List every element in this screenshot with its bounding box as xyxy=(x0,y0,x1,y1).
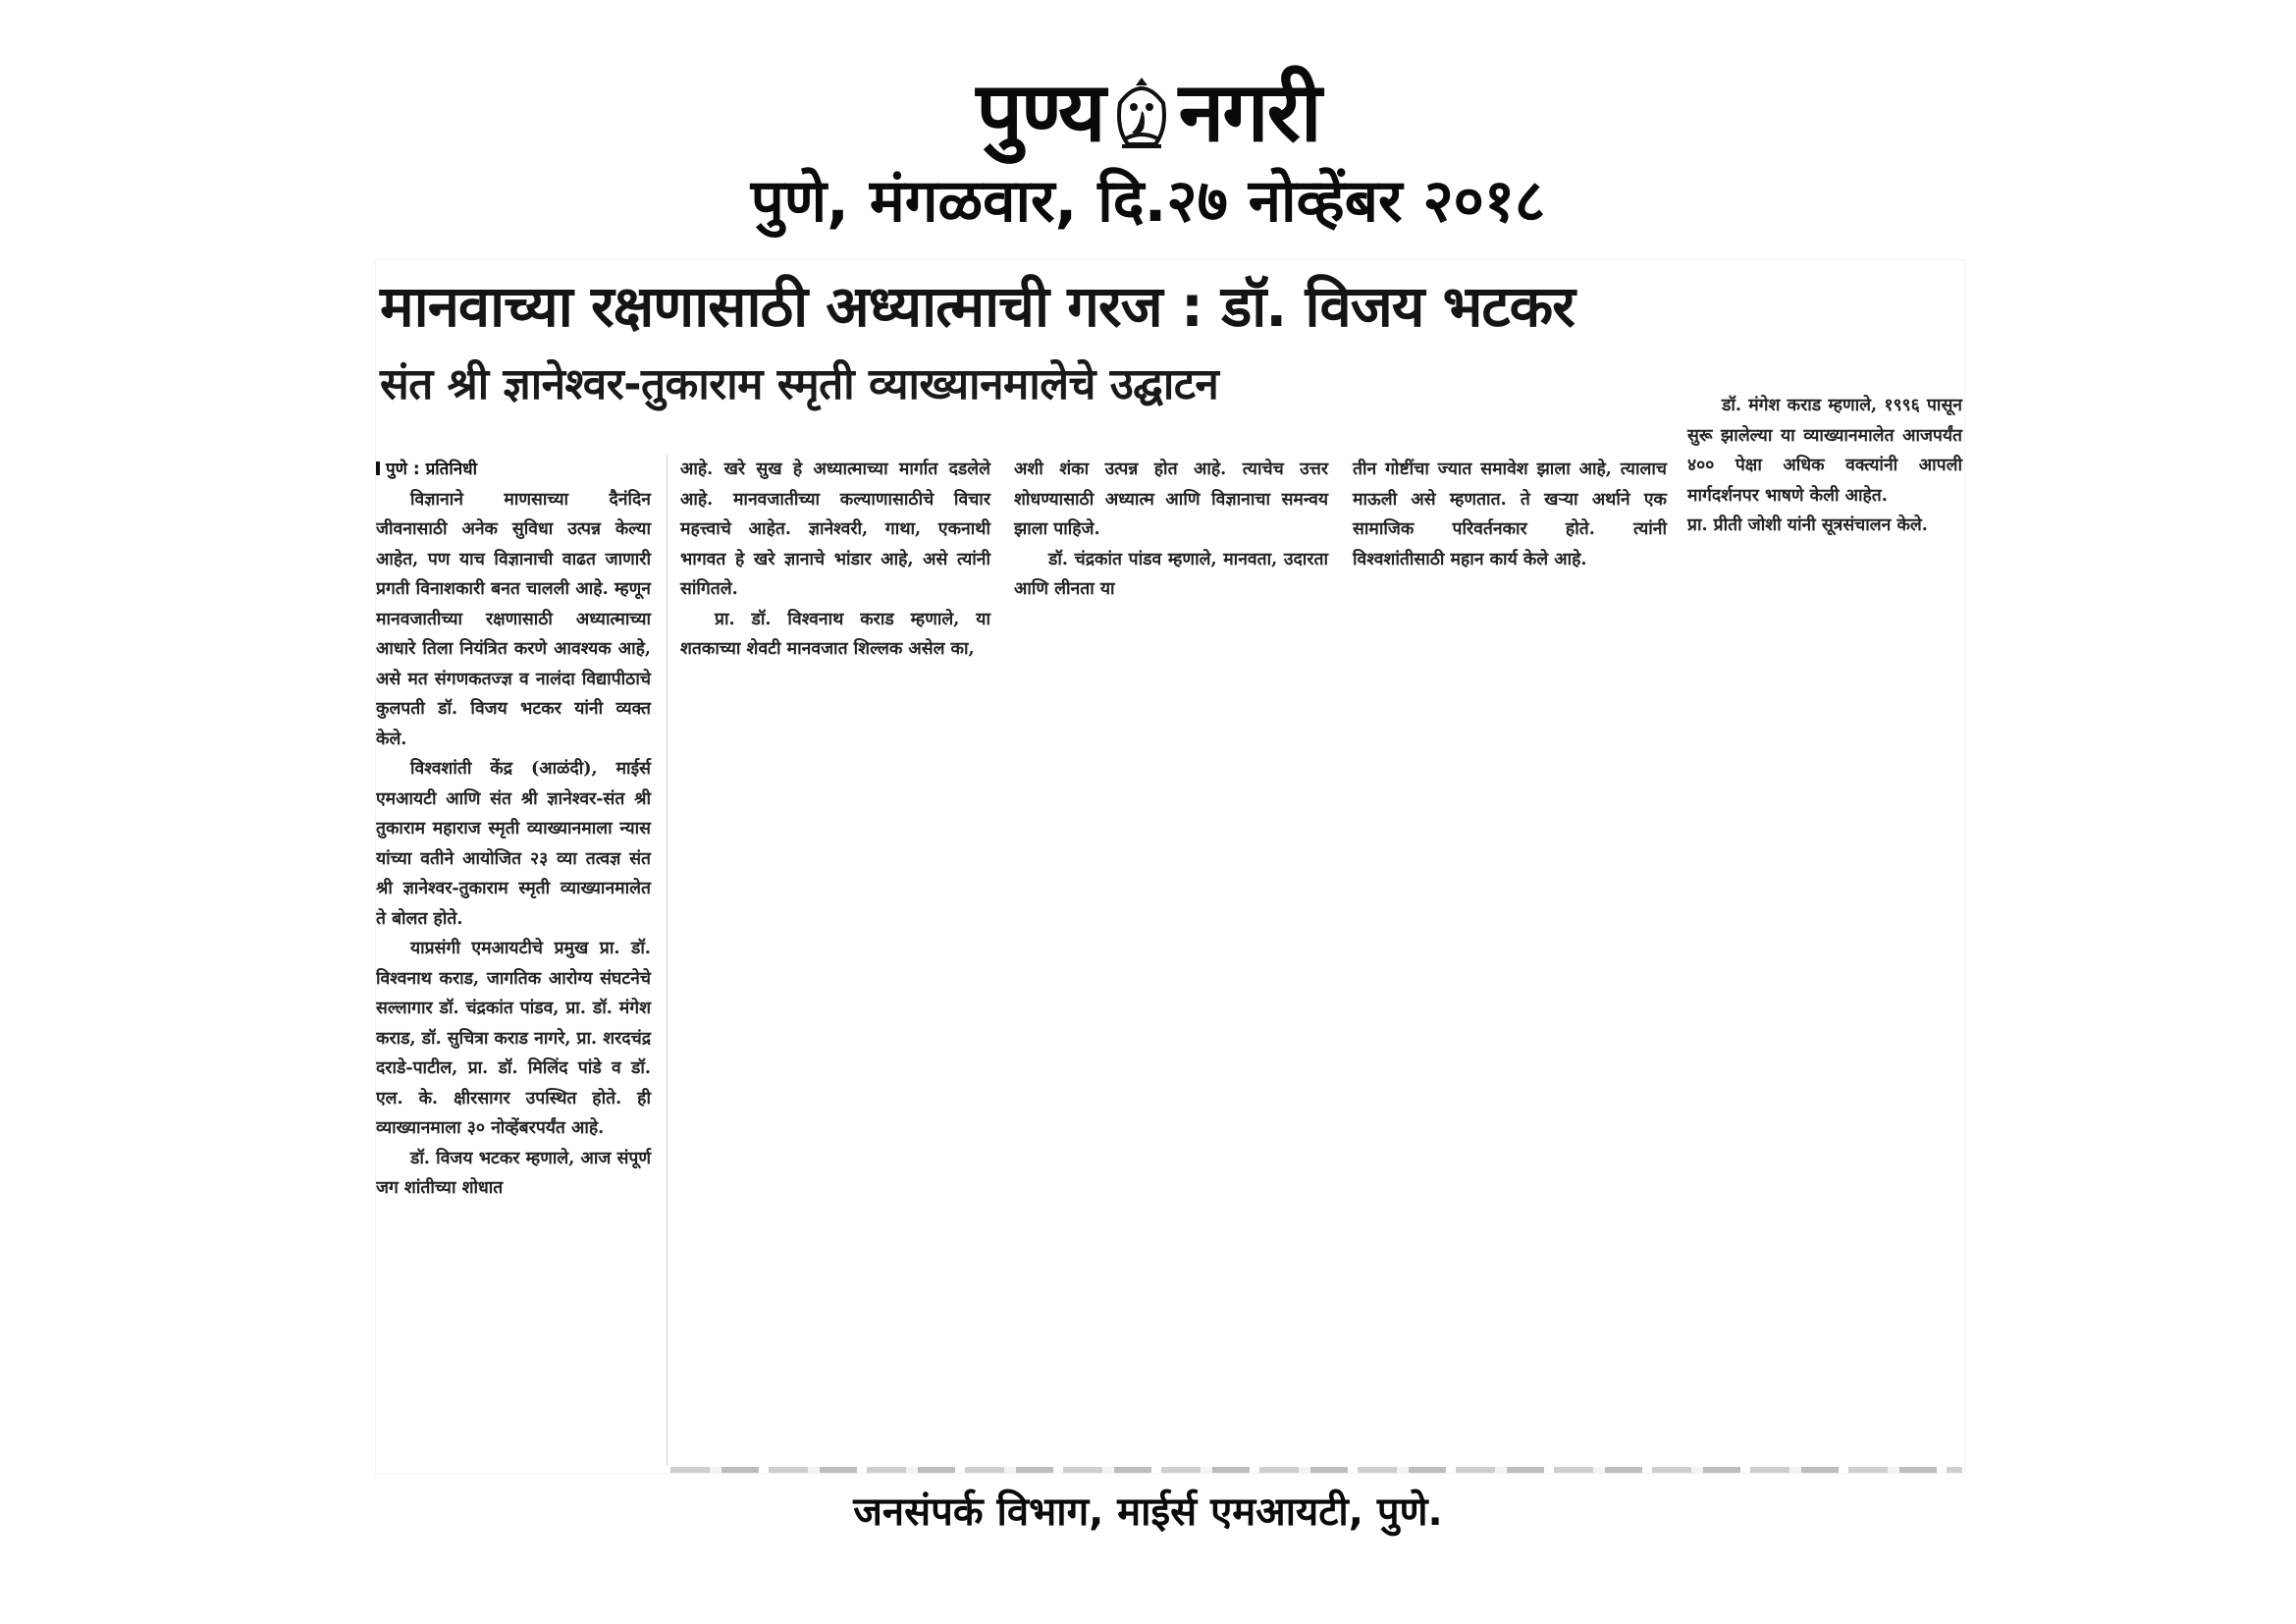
article-column-3 xyxy=(1014,455,1328,605)
newspaper-logo xyxy=(976,64,1320,160)
article-column-4 xyxy=(1353,455,1667,574)
column-1-paragraph-2: विश्वशांती केंद्र (आळंदी), माईर्स एमआयटी आणि संत श्री ज्ञानेश्वर-संत श्री तुकाराम महाराज स्मृती व्याख्यानमाला न्यास यांच्या वतीने आयोजित २३ व्या तत्वज्ञ संत श्री ज्ञानेश्वर-तुकाराम स्मृती व्याख्यानमालेत ते बोलत होते. xyxy=(376,759,651,929)
article-headline: मानवाच्या रक्षणासाठी अध्यात्माची गरज : डॉ. विजय भटकर xyxy=(380,273,1575,340)
article-byline: पुणे : प्रतिनिधी xyxy=(376,455,651,485)
article-column-5 xyxy=(1687,391,1962,541)
column-1-paragraph-1: विज्ञानाने माणसाच्या दैनंदिन जीवनासाठी अनेक सुविधा उत्पन्न केल्या आहेत, पण याच विज्ञानाची वाढत जाणारी प्रगती विनाशकारी बनत चालली आहे. म्हणून मानवजातीच्या रक्षणासाठी अध्यात्माच्या आधारे तिला नियंत्रित करणे आवश्यक आहे, असे मत संगणकतज्ज्ञ व नालंदा विद्यापीठाचे कुलपती डॉ. विजय भटकर यांनी व्यक्त केले. xyxy=(376,489,651,749)
logo-text-right: नगरी xyxy=(1178,64,1320,160)
footer-credit: जनसंपर्क विभाग, माईर्स एमआयटी, पुणे. xyxy=(853,1489,1443,1535)
column-4-paragraph-1: तीन गोष्टींचा ज्यात समावेश झाला आहे, त्यालाच माऊली असे म्हणतात. ते खऱ्या अर्थाने एक सामाजिक परिवर्तनकार होते. त्यांनी विश्वशांतीसाठी महान कार्य केले आहे. xyxy=(1353,460,1667,569)
column-5-paragraph-2: प्रा. प्रीती जोशी यांनी सूत्रसंचालन केले. xyxy=(1687,515,1928,535)
column-5-paragraph-1: डॉ. मंगेश कराड म्हणाले, १९९६ पासून सुरू झालेल्या या व्याख्यानमालेत आजपर्यंत ४०० पेक्षा अधिक वक्त्यांनी आपली मार्गदर्शनपर भाषणे केली आहेत. xyxy=(1687,396,1962,506)
dateline: पुणे, मंगळवार, दि.२७ नोव्हेंबर २०१८ xyxy=(750,167,1546,236)
column-3-paragraph-2: डॉ. चंद्रकांत पांडव म्हणाले, मानवता, उदारता आणि लीनता या xyxy=(1014,549,1328,599)
ganesha-emblem-icon xyxy=(1110,74,1173,150)
article-column-1 xyxy=(376,455,651,1204)
column-1-paragraph-4: डॉ. विजय भटकर म्हणाले, आज संपूर्ण जग शांतीच्या शोधात xyxy=(376,1148,651,1198)
article-subheadline: संत श्री ज्ञानेश्वर-तुकाराम स्मृती व्याख्यानमालेचे उद्घाटन xyxy=(380,359,1219,409)
clipping-edge xyxy=(670,1467,1962,1473)
column-2-paragraph-1: आहे. खरे सुख हे अध्यात्माच्या मार्गात दडलेले आहे. मानवजातीच्या कल्याणासाठीचे विचार महत्त्वाचे आहेत. ज्ञानेश्वरी, गाथा, एकनाथी भागवत हे खरे ज्ञानाचे भांडार आहे, असे त्यांनी सांगितले. xyxy=(680,460,990,599)
newspaper-clipping xyxy=(376,260,1964,1473)
column-2-paragraph-2: प्रा. डॉ. विश्वनाथ कराड म्हणाले, या शतकाच्या शेवटी मानवजात शिल्लक असेल का, xyxy=(680,609,990,659)
logo-text-left: पुण्य xyxy=(976,64,1104,160)
article-column-2 xyxy=(680,455,990,665)
masthead xyxy=(0,64,2296,160)
column-1-paragraph-3: याप्रसंगी एमआयटीचे प्रमुख प्रा. डॉ. विश्वनाथ कराड, जागतिक आरोग्य संघटनेचे सल्लागार डॉ. चंद्रकांत पांडव, प्रा. डॉ. मंगेश कराड, डॉ. सुचित्रा कराड नागरे, प्रा. शरदचंद्र दराडे-पाटील, प्रा. डॉ. मिलिंद पांडे व डॉ. एल. के. क्षीरसागर उपस्थित होते. ही व्याख्यानमाला ३० नोव्हेंबरपर्यंत आहे. xyxy=(376,939,651,1138)
column-3-paragraph-1: अशी शंका उत्पन्न होत आहे. त्याचेच उत्तर शोधण्यासाठी अध्यात्म आणि विज्ञानाचा समन्वय झाला पाहिजे. xyxy=(1014,460,1328,539)
